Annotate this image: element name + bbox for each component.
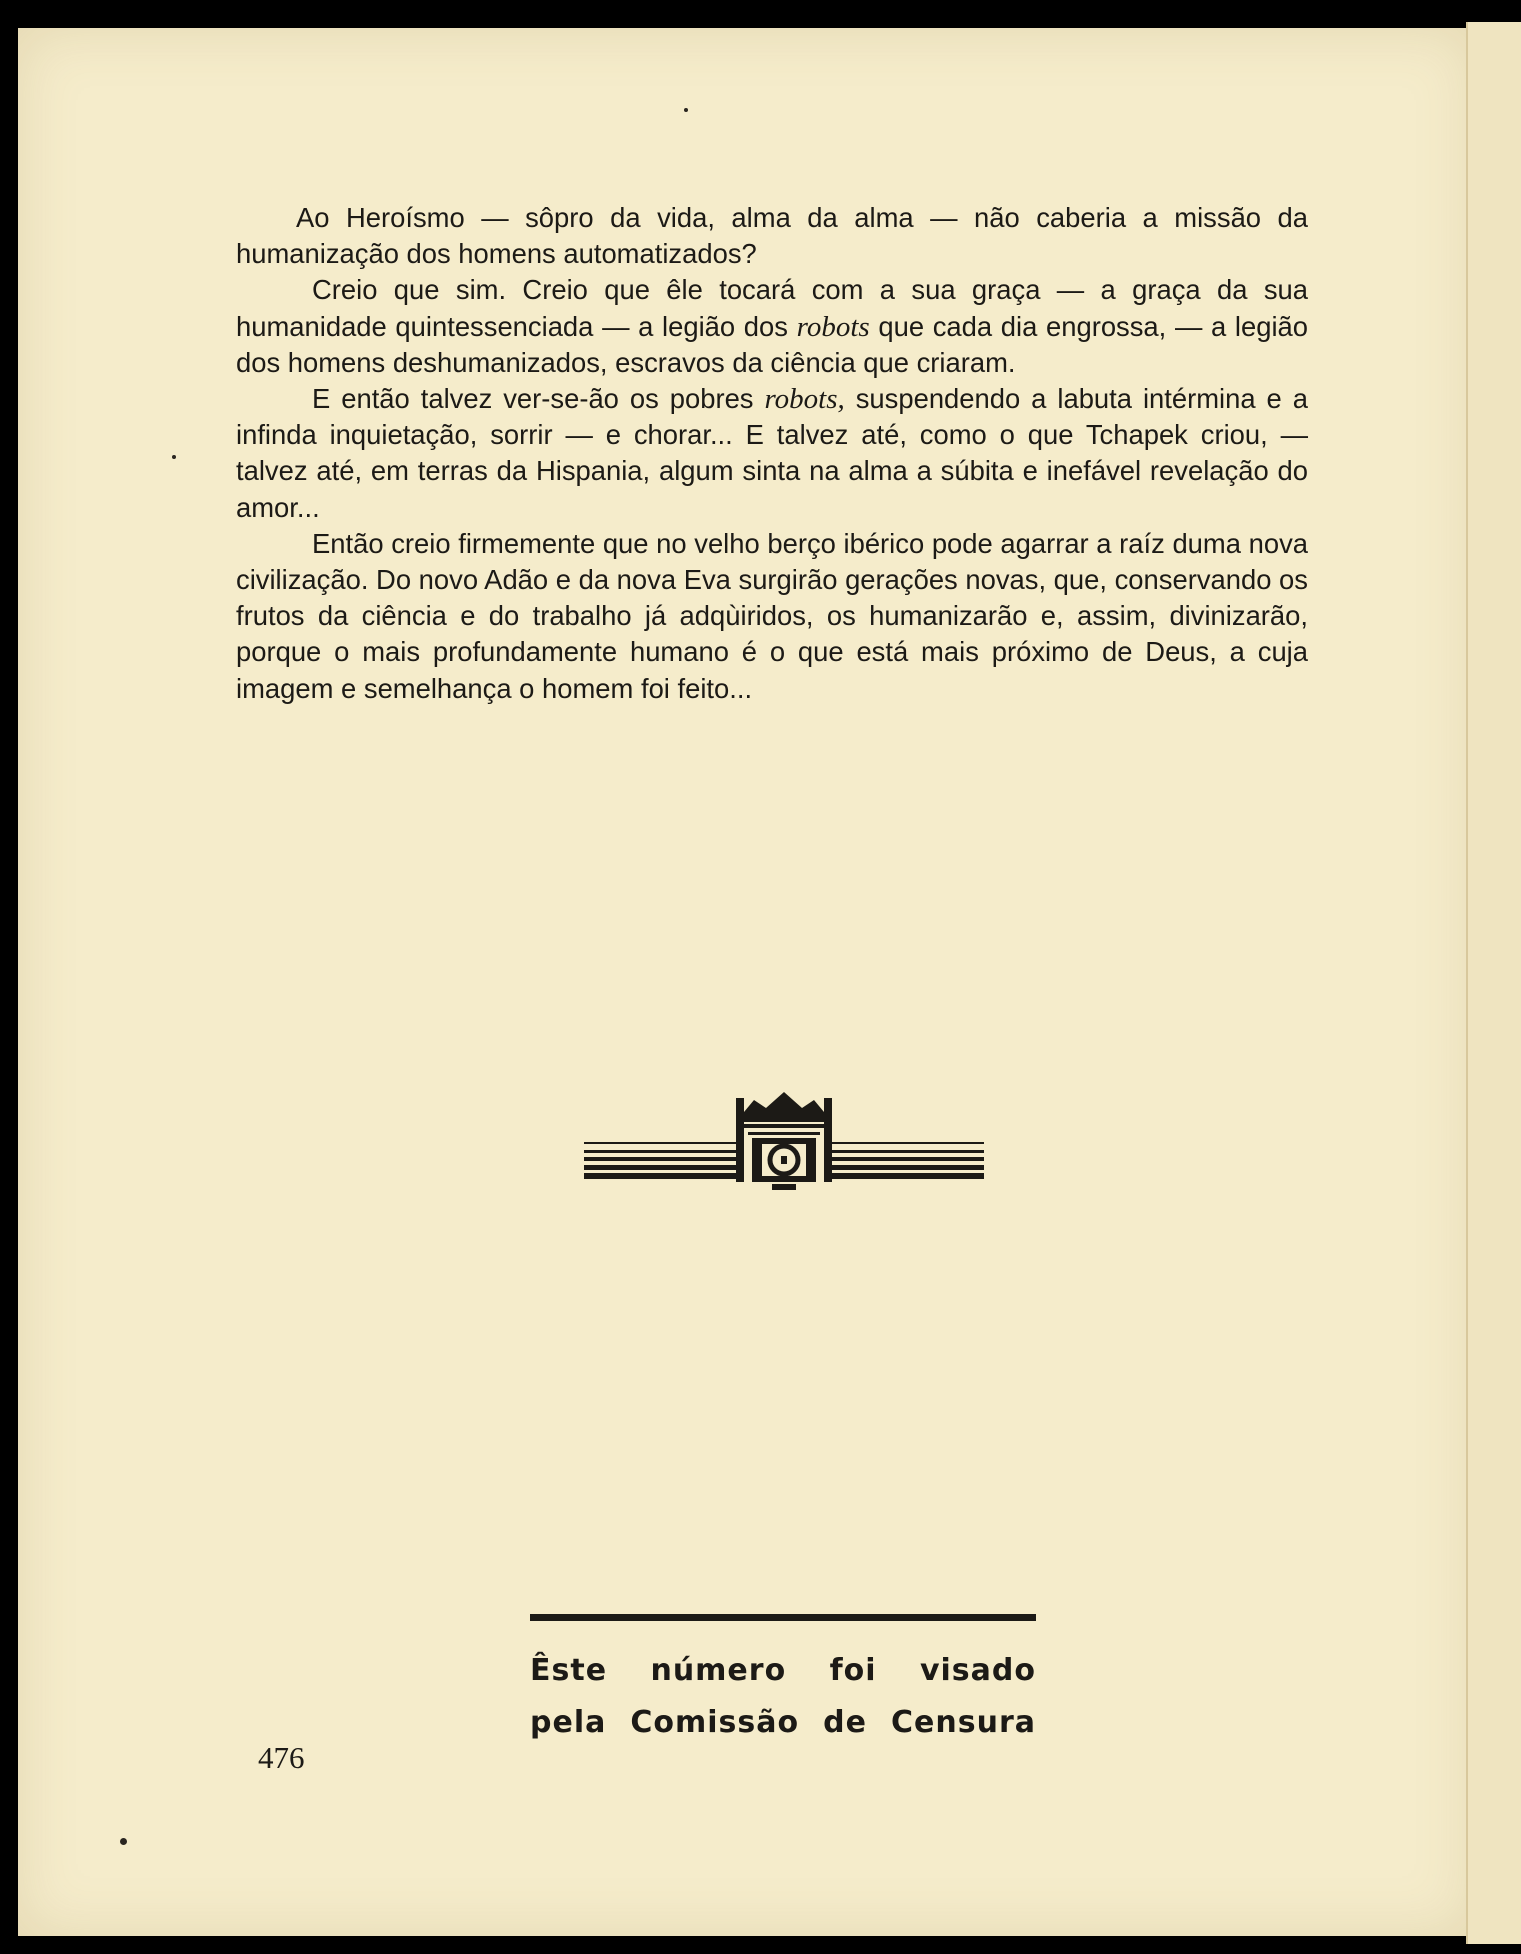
paragraph-4: Então creio firmemente que no velho berço ibérico pode agarrar a raíz duma nova civilização. Do novo Adão e da nova Eva surgirão gerações novas, que, conservando os frutos da ciência e do trabalho já adqùiridos, os humanizarão e, assim, divinizarão, porque o mais profundamente humano é o que está mais próximo de Deus, a cuja imagem e semelhança o homem foi feito...	[236, 527, 1308, 704]
paragraph-3-text-b: suspendendo a labuta intérmina e a infinda inquietação, sorrir — e chorar... E talvez até, como o que Tchapek criou, — talvez até, em terras da Hispania, algum sinta na alma a súbita e inefável revelação do amor...	[236, 383, 1308, 523]
printer-ornament-icon	[584, 1088, 984, 1198]
censorship-line-1: Êste número foi visado	[530, 1653, 1036, 1688]
paragraph-3	[236, 381, 1308, 526]
censorship-notice	[530, 1614, 1036, 1749]
paper-speck	[684, 108, 688, 112]
paragraph-2-text-b: que cada dia engrossa, — a legião dos homens deshumanizados, escravos da ciência que criaram.	[236, 310, 1309, 378]
paragraph-1: Ao Heroísmo — sôpro da vida, alma da alma — não caberia a missão da humanização dos homens automatizados?	[236, 202, 1308, 270]
article-body	[236, 200, 1308, 707]
next-page-edge	[1466, 22, 1521, 1944]
paper-speck	[172, 455, 176, 459]
paper-speck	[120, 1838, 127, 1845]
paragraph-3-text-a: E então talvez ver-se-ão os pobres	[312, 383, 765, 415]
paragraph-3-italic: robots,	[764, 383, 845, 416]
paragraph-2-text-a: Creio que sim. Creio que êle tocará com a sua graça — a graça da sua humanidade quintessenciada — a legião dos	[236, 274, 1308, 342]
censorship-line-2: pela Comissão de Censura	[530, 1705, 1036, 1740]
censorship-rule	[530, 1614, 1036, 1621]
page-number: 476	[258, 1740, 305, 1775]
paragraph-2-italic: robots	[796, 310, 870, 343]
paragraph-2	[236, 272, 1308, 381]
